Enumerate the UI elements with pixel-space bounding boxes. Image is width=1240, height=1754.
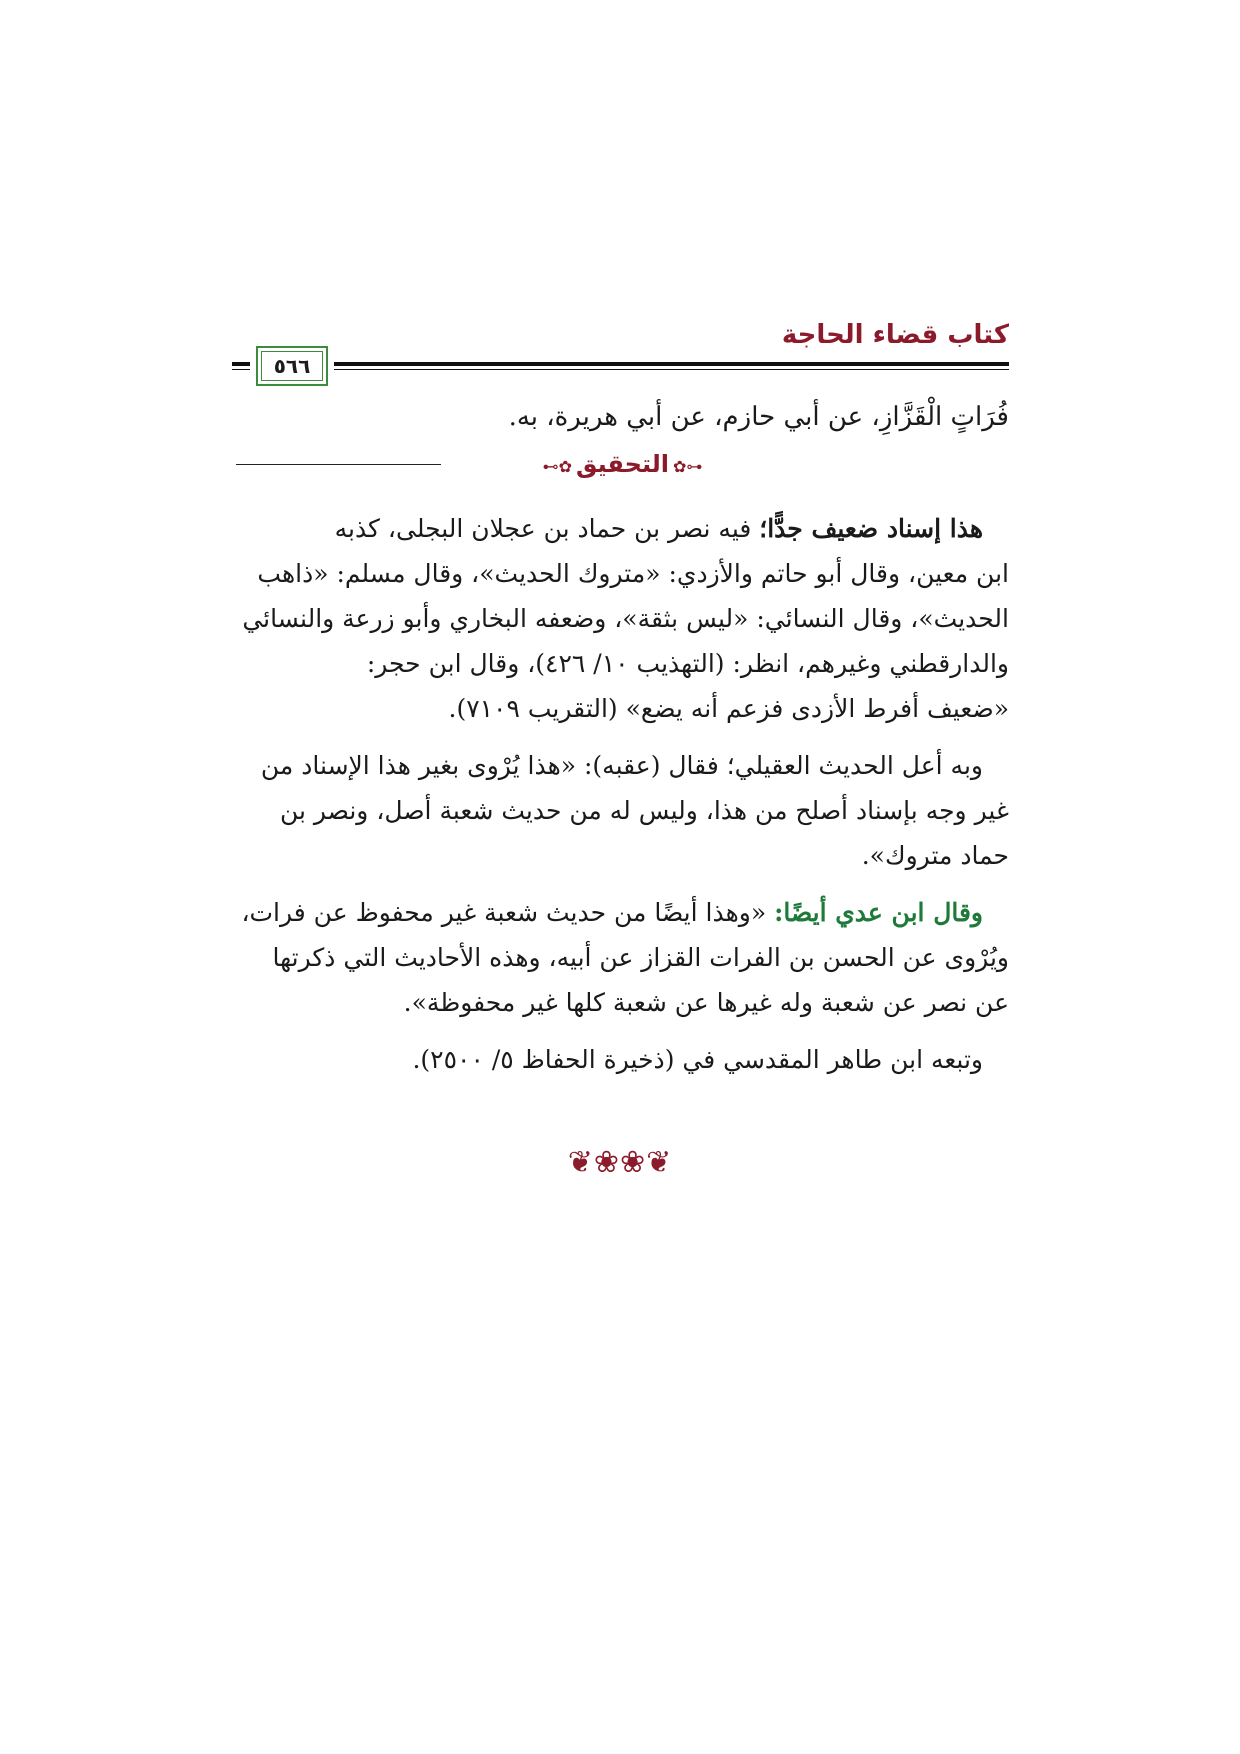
text-line: وتبعه ابن طاهر المقدسي في (ذخيرة الحفاظ ٥/ ٢٥٠٠). (412, 1045, 983, 1074)
text-line: ويُرْوى عن الحسن بن الفرات القزاز عن أبيه، وهذه الأحاديث التي ذكرتها (272, 943, 1009, 972)
page-number-badge (256, 346, 328, 386)
text-line: الحديث»، وقال النسائي: «ليس بثقة»، وضعفه البخاري وأبو زرعة والنسائي (242, 604, 1009, 633)
text-line (236, 506, 1009, 551)
text-line: «ضعيف أفرط الأزدى فزعم أنه يضع» (التقريب ٧١٠٩). (448, 694, 1009, 723)
section-title: التحقيق (575, 450, 670, 478)
section-divider (236, 442, 1009, 488)
paragraph-ibn-adi (236, 890, 1009, 1025)
paragraph-lead: هذا إسناد ضعيف جدًّا؛ (759, 514, 983, 543)
end-ornament-icon: ❦❀❀❦ (567, 1145, 673, 1180)
main-content (236, 395, 1009, 1082)
text-line: وبه أعل الحديث العقيلي؛ فقال (عقبه): «هذا يُرْوى بغير هذا الإسناد من (260, 751, 983, 780)
book-title: كتاب قضاء الحاجة (781, 320, 1009, 350)
text-line (236, 890, 1009, 935)
paragraph-ibn-tahir (236, 1037, 1009, 1082)
paragraph-grading (236, 506, 1009, 731)
text-line: حماد متروك». (861, 841, 1009, 870)
text-span: فيه نصر بن حماد بن عجلان البجلى، كذبه (334, 514, 760, 543)
page-number: ٥٦٦ (273, 354, 311, 378)
ornament-icon: ✿⊶ (542, 457, 572, 476)
page-header (232, 310, 1009, 390)
text-line: ابن معين، وقال أبو حاتم والأزدي: «متروك الحديث»، وقال مسلم: «ذاهب (257, 559, 1009, 588)
header-rule-thick (232, 362, 1009, 366)
ornament-icon: ⊷✿ (673, 457, 703, 476)
text-line: والدارقطني وغيرهم، انظر: (التهذيب ١٠/ ٤٢٦)، وقال ابن حجر: (366, 649, 1009, 678)
text-span: «وهذا أيضًا من حديث شعبة غير محفوظ عن فرات، (241, 898, 775, 927)
isnad-chain-line: فُرَاتٍ الْقَزَّازِ، عن أبي حازم، عن أبي هريرة، به. (508, 402, 1009, 432)
paragraph-uqayli (236, 743, 1009, 878)
text-line: عن نصر عن شعبة وله غيرها عن شعبة كلها غير محفوظة». (403, 988, 1009, 1017)
section-heading (236, 442, 1009, 489)
header-rule-thin (232, 369, 1009, 370)
paragraph-lead: وقال ابن عدي أيضًا: (774, 898, 983, 927)
text-line: غير وجه بإسناد أصلح من هذا، وليس له من حديث شعبة أصل، ونصر بن (279, 796, 1009, 825)
